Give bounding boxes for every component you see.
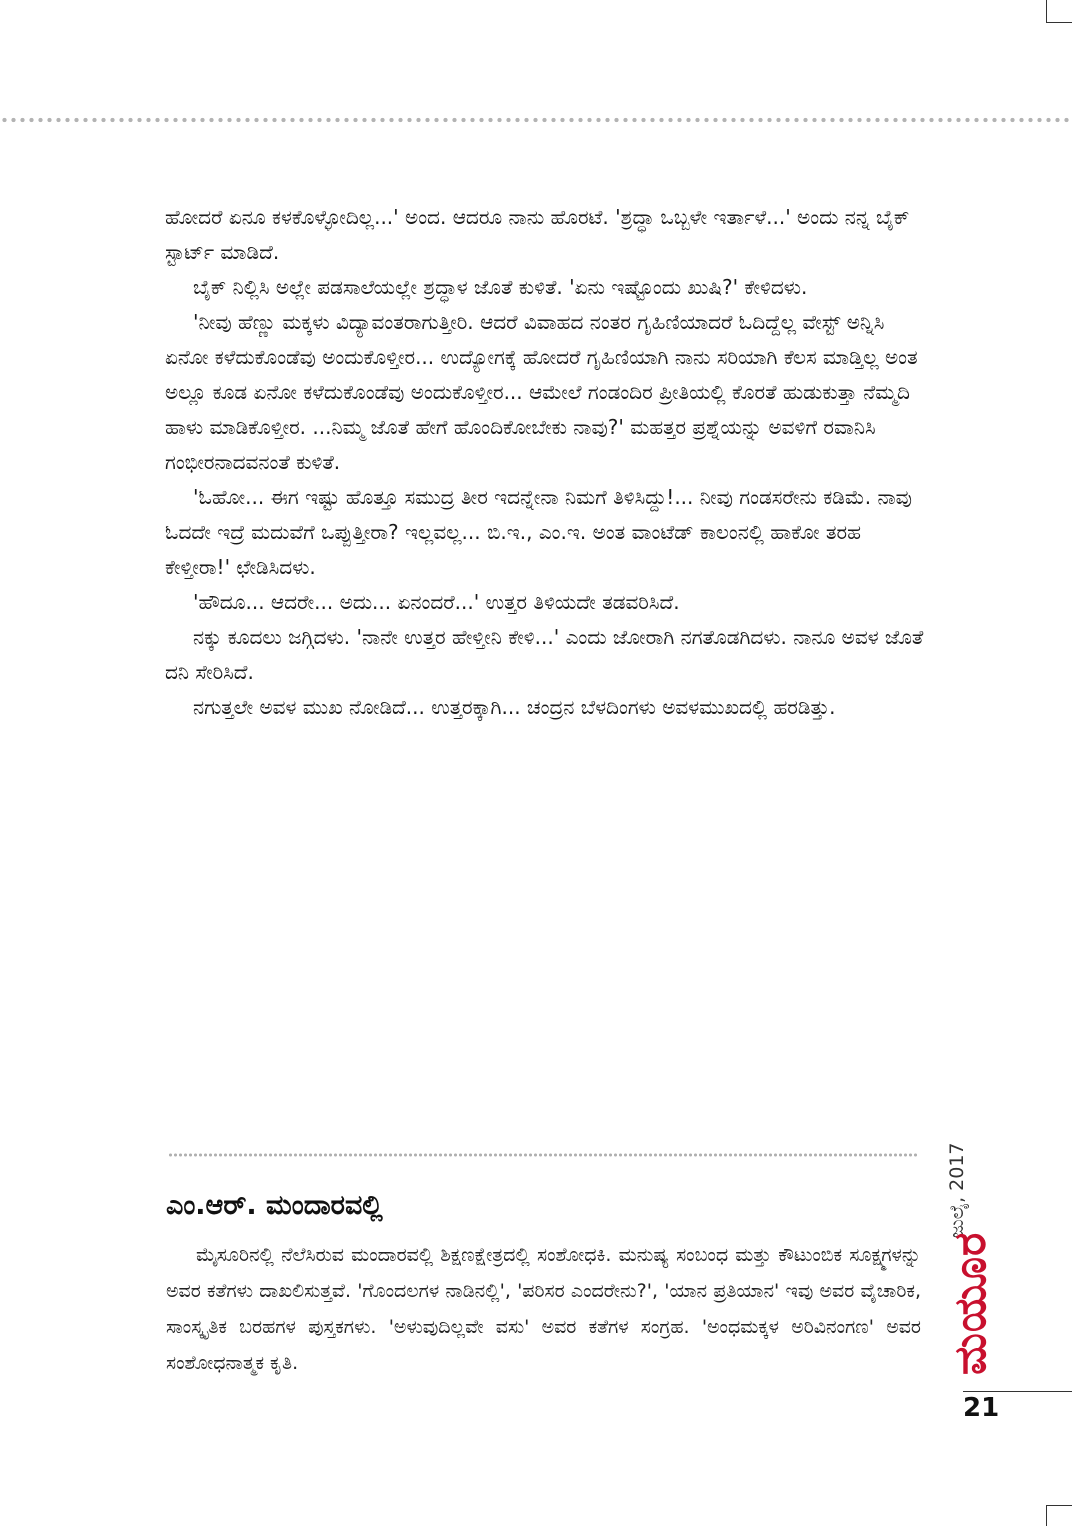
dotted-divider-top: [0, 117, 1072, 123]
author-name: ಎಂ.ಆರ್. ಮಂದಾರವಲ್ಲಿ: [166, 1190, 383, 1221]
sidebar-running-head: [936, 1128, 1016, 1378]
story-paragraph: ಬೈಕ್ ನಿಲ್ಲಿಸಿ ಅಲ್ಲೇ ಪಡಸಾಲೆಯಲ್ಲೇ ಶ್ರದ್ಧಾಳ ಜೊತೆ ಕುಳಿತೆ. 'ಏನು ಇಷ್ಟೊಂದು ಖುಷಿ?' ಕೇಳಿದಳು.: [193, 275, 808, 299]
page-number-rule: [963, 1391, 1072, 1392]
crop-mark-bottom: [1046, 1505, 1072, 1526]
author-bio: ಮೈಸೂರಿನಲ್ಲಿ ನೆಲೆಸಿರುವ ಮಂದಾರವಲ್ಲಿ ಶಿಕ್ಷಣಕ್ಷೇತ್ರದಲ್ಲಿ ಸಂಶೋಧಕಿ. ಮನುಷ್ಯ ಸಂಬಂಧ ಮತ್ತು ಕೌಟುಂಬಿಕ ಸೂಕ್ಷ್ಮಗಳನ್ನು ಅವರ ಕತೆಗಳು ದಾಖಲಿಸುತ್ತವೆ. 'ಗೊಂದಲಗಳ ನಾಡಿನಲ್ಲಿ', 'ಪರಿಸರ ಎಂದರೇನು?', 'ಯಾನ ಪ್ರತಿಯಾನ' ಇವು ಅವರ ವೈಚಾರಿಕ, ಸಾಂಸ್ಕೃತಿಕ ಬರಹಗಳ ಪುಸ್ತಕಗಳು. 'ಅಳುವುದಿಲ್ಲವೇ ವಸು' ಅವರ ಕತೆಗಳ ಸಂಗ್ರಹ. 'ಅಂಧಮಕ್ಕಳ ಅರಿವಿನಂಗಣ' ಅವರ ಸಂಶೋಧನಾತ್ಮಕ ಕೃತಿ.: [166, 1244, 921, 1374]
dotted-divider-author: [168, 1153, 918, 1157]
story-paragraph: ನಕ್ಕು ಕೂದಲು ಜಗ್ಗಿದಳು. 'ನಾನೇ ಉತ್ತರ ಹೇಳ್ತೀನಿ ಕೇಳಿ...' ಎಂದು ಜೋರಾಗಿ ನಗತೊಡಗಿದಳು. ನಾನೂ ಅವಳ ಜೊತೆ ದನಿ ಸೇರಿಸಿದೆ.: [165, 625, 924, 684]
story-body: [165, 200, 925, 725]
story-paragraph: ನಗುತ್ತಲೇ ಅವಳ ಮುಖ ನೋಡಿದೆ... ಉತ್ತರಕ್ಕಾಗಿ... ಚಂದ್ರನ ಬೆಳದಿಂಗಳು ಅವಳಮುಖದಲ್ಲಿ ಹರಡಿತ್ತು.: [193, 695, 836, 719]
crop-mark-top: [1046, 0, 1072, 23]
story-paragraph: ಹೋದರೆ ಏನೂ ಕಳಕೊಳ್ಳೋದಿಲ್ಲ...' ಅಂದ. ಆದರೂ ನಾನು ಹೊರಟೆ. 'ಶ್ರದ್ಧಾ ಒಬ್ಬಳೇ ಇರ್ತಾಳೆ...' ಅಂದು ನನ್ನ ಬೈಕ್ ಸ್ಟಾರ್ಟ್ ಮಾಡಿದೆ.: [165, 205, 910, 264]
magazine-logo: ಮಯೂರ: [945, 1231, 996, 1375]
story-paragraph: 'ಹೌದೂ... ಆದರೇ... ಅದು... ಏನಂದರೆ...' ಉತ್ತರ ತಿಳಿಯದೇ ತಡವರಿಸಿದೆ.: [193, 590, 680, 614]
issue-date: ಜುಲೈ, 2017: [946, 1142, 968, 1238]
page-number: 21: [963, 1393, 1000, 1423]
story-paragraph: 'ಓಹೋ... ಈಗ ಇಷ್ಟು ಹೊತ್ತೂ ಸಮುದ್ರ ತೀರ ಇದನ್ನೇನಾ ನಿಮಗೆ ತಿಳಿಸಿದ್ದು!... ನೀವು ಗಂಡಸರೇನು ಕಡಿಮೆ. ನಾವು ಓದದೇ ಇದ್ರೆ ಮದುವೆಗೆ ಒಪ್ಪುತ್ತೀರಾ? ಇಲ್ಲವಲ್ಲ... ಬಿ.ಇ., ಎಂ.ಇ. ಅಂತ ವಾಂಟೆಡ್ ಕಾಲಂನಲ್ಲಿ ಹಾಕೋ ತರಹ ಕೇಳ್ತೀರಾ!' ಛೇಡಿಸಿದಳು.: [165, 485, 912, 579]
story-paragraph: 'ನೀವು ಹೆಣ್ಣು ಮಕ್ಕಳು ವಿದ್ಯಾವಂತರಾಗುತ್ತೀರಿ. ಆದರೆ ವಿವಾಹದ ನಂತರ ಗೃಹಿಣಿಯಾದರೆ ಓದಿದ್ದೆಲ್ಲ ವೇಸ್ಟ್ ಅನ್ನಿಸಿ ಏನೋ ಕಳೆದುಕೊಂಡೆವು ಅಂದುಕೊಳ್ತೀರ... ಉದ್ಯೋಗಕ್ಕೆ ಹೋದರೆ ಗೃಹಿಣಿಯಾಗಿ ನಾನು ಸರಿಯಾಗಿ ಕೆಲಸ ಮಾಡ್ತಿಲ್ಲ ಅಂತ ಅಲ್ಲೂ ಕೂಡ ಏನೋ ಕಳೆದುಕೊಂಡೆವು ಅಂದುಕೊಳ್ತೀರ... ಆಮೇಲೆ ಗಂಡಂದಿರ ಪ್ರೀತಿಯಲ್ಲಿ ಕೊರತೆ ಹುಡುಕುತ್ತಾ ನೆಮ್ಮದಿ ಹಾಳು ಮಾಡಿಕೊಳ್ತೀರ. ...ನಿಮ್ಮ ಜೊತೆ ಹೇಗೆ ಹೊಂದಿಕೋಬೇಕು ನಾವು?' ಮಹತ್ತರ ಪ್ರಶ್ನೆಯನ್ನು ಅವಳಿಗೆ ರವಾನಿಸಿ ಗಂಭೀರನಾದವನಂತೆ ಕುಳಿತೆ.: [165, 310, 918, 474]
